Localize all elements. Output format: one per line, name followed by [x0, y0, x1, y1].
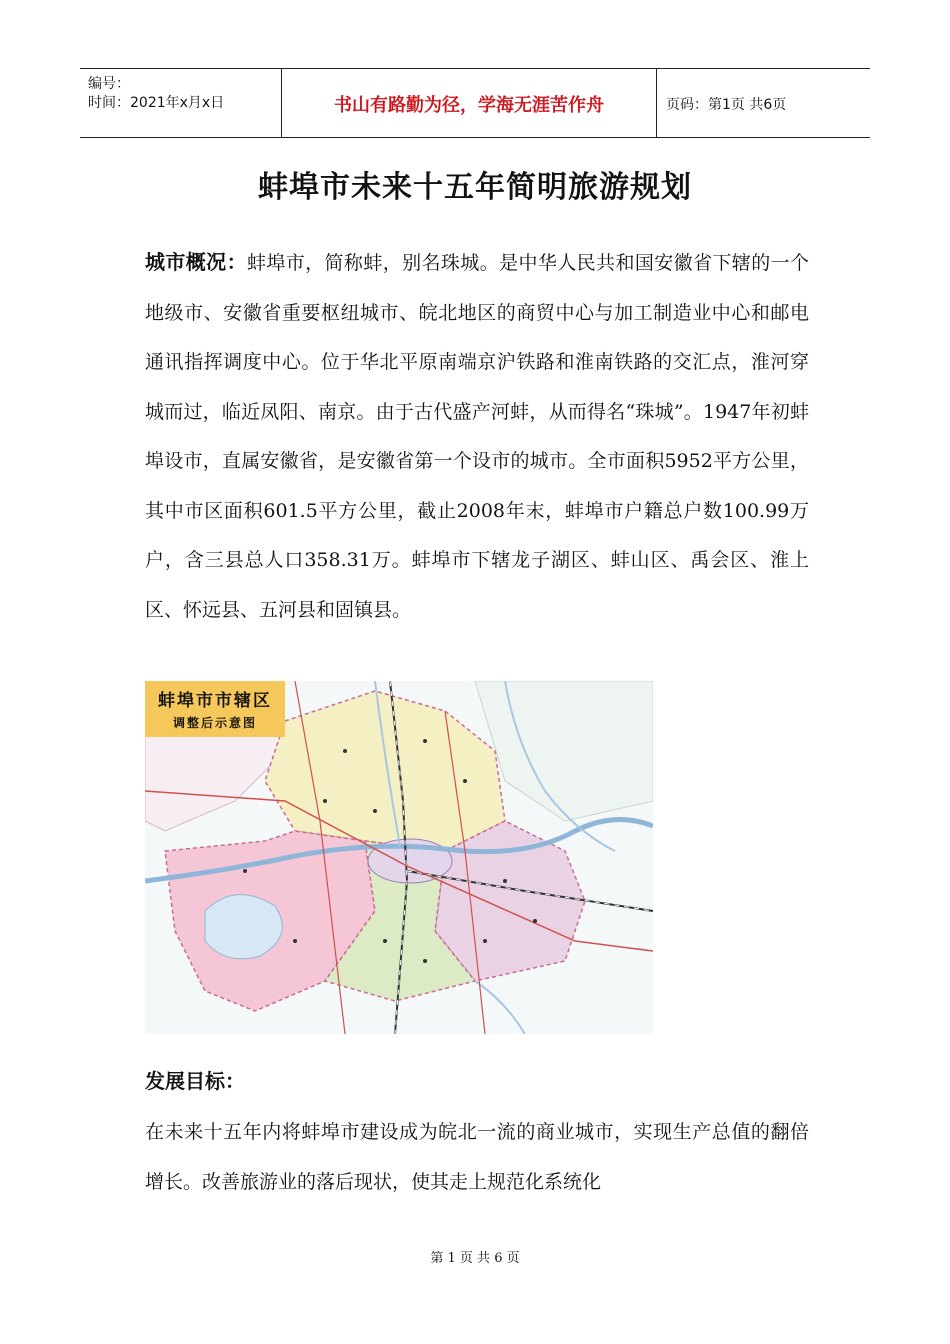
number-label: 编号： — [88, 76, 130, 92]
overview-paragraph — [145, 238, 809, 635]
header-meta-cell — [80, 69, 281, 137]
map-label-line1: 蚌埠市市辖区 — [158, 691, 272, 711]
map-title-label — [145, 681, 285, 737]
page-footer: 第 1 页 共 6 页 — [430, 1251, 520, 1266]
document-header — [80, 68, 870, 138]
district-map — [145, 681, 653, 1034]
header-page-cell — [656, 69, 870, 137]
goal-heading: 发展目标： — [145, 1069, 245, 1093]
motto: 书山有路勤为径，学海无涯苦作舟 — [334, 95, 604, 116]
page-label: 页码：第1页 共6页 — [666, 97, 787, 113]
overview-text: 蚌埠市，简称蚌，别名珠城。是中华人民共和国安徽省下辖的一个地级市、安徽省重要枢纽城市、皖北地区的商贸中心与加工制造业中心和邮电通讯指挥调度中心。位于华北平原南端京沪铁路和淮南铁路的交汇点，淮河穿城而过，临近凤阳、南京。由于古代盛产河蚌，从而得名“珠城”。1947年初蚌埠设市，直属安徽省，是安徽省第一个设市的城市。全市面积5952平方公里，其中市区面积601.5平方公里，截止2008年末，蚌埠市户籍总户数100.99万户，含三县总人口358.31万。蚌埠市下辖龙子湖区、蚌山区、禹会区、淮上区、怀远县、五河县和固镇县。 — [145, 252, 809, 621]
header-motto-cell — [281, 69, 657, 137]
goal-paragraph: 在未来十五年内将蚌埠市建设成为皖北一流的商业城市，实现生产总值的翻倍增长。改善旅游业的落后现状，使其走上规范化系统化 — [145, 1121, 809, 1193]
overview-heading: 城市概况： — [145, 250, 247, 274]
date-label: 时间：2021年x月x日 — [88, 95, 225, 111]
map-label-line2: 调整后示意图 — [172, 716, 257, 730]
page-title: 蚌埠市未来十五年简明旅游规划 — [258, 170, 692, 205]
